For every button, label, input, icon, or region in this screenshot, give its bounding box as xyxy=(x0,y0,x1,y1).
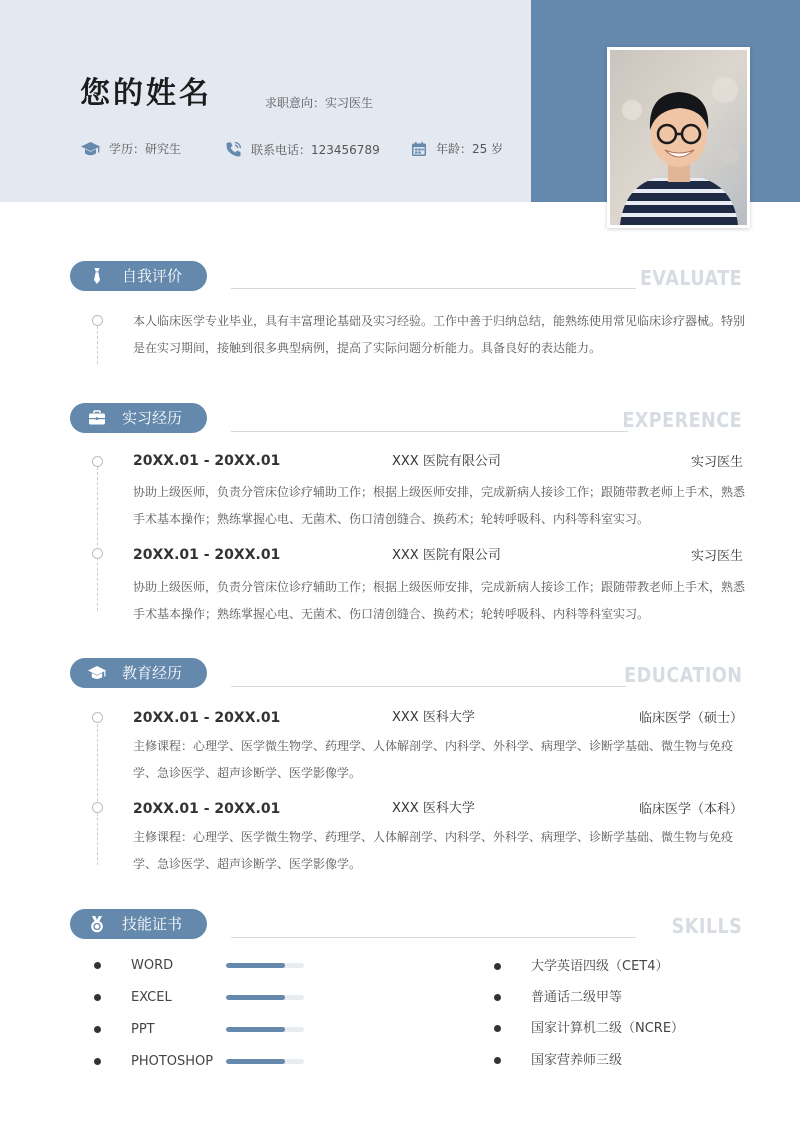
skills-title: 技能证书 xyxy=(122,915,183,933)
briefcase-icon xyxy=(88,409,106,427)
education-org: XXX 医科大学 xyxy=(392,710,475,725)
education-desc: 主修课程：心理学、医学微生物学、药理学、人体解剖学、内科学、外科学、病理学、诊断学基础、微生物与免疫学、急诊医学、超声诊断学、医学影像学。 xyxy=(133,830,734,871)
experience-desc: 协助上级医师，负责分管床位诊疗辅助工作；根据上级医师安排，完成新病人接诊工作；跟随带教老师上手术，熟悉手术基本操作；熟练掌握心电、无菌术、伤口清创缝合、换药术；轮转呼吸科、内科等科室实习。 xyxy=(133,485,746,526)
certificate-item: 国家计算机二级（NCRE） xyxy=(531,1021,685,1036)
experience-org: XXX 医院有限公司 xyxy=(392,454,501,469)
section-title-skills xyxy=(70,909,207,939)
skill-bar-fill xyxy=(226,963,285,968)
education-timeline xyxy=(97,724,98,865)
skill-name: EXCEL xyxy=(131,990,172,1005)
graduation-cap-icon xyxy=(88,664,106,682)
skill-bar-fill xyxy=(226,1059,285,1064)
phone-icon xyxy=(225,141,242,158)
calendar-icon xyxy=(411,141,427,157)
skill-bar xyxy=(226,1027,304,1032)
evaluate-divider xyxy=(231,288,636,289)
bullet xyxy=(494,1057,501,1064)
profile-photo xyxy=(607,47,750,228)
candidate-name: 您的姓名 xyxy=(80,76,212,111)
bullet xyxy=(494,1025,501,1032)
skill-bar-fill xyxy=(226,1027,285,1032)
timeline-node xyxy=(92,315,103,326)
info-education xyxy=(81,141,181,157)
info-phone xyxy=(225,141,380,158)
timeline-node xyxy=(92,456,103,467)
experience-timeline xyxy=(97,467,98,611)
education-desc: 主修课程：心理学、医学微生物学、药理学、人体解剖学、内科学、外科学、病理学、诊断学基础、微生物与免疫学、急诊医学、超声诊断学、医学影像学。 xyxy=(133,739,734,780)
phone-number: 联系电话：123456789 xyxy=(251,142,380,157)
bullet xyxy=(94,994,101,1001)
education-divider xyxy=(231,686,626,687)
medal-icon xyxy=(88,915,106,933)
experience-title: 实习经历 xyxy=(122,409,183,427)
experience-en-title: EXPERENCE xyxy=(622,408,742,432)
evaluate-en-title: EVALUATE xyxy=(639,266,742,290)
skills-en-title: SKILLS xyxy=(671,914,742,938)
education-title: 教育经历 xyxy=(122,664,183,682)
bullet xyxy=(94,1026,101,1033)
experience-org: XXX 医院有限公司 xyxy=(392,548,501,563)
bullet xyxy=(94,1058,101,1065)
graduation-cap-icon xyxy=(81,141,100,157)
experience-desc: 协助上级医师，负责分管床位诊疗辅助工作；根据上级医师安排，完成新病人接诊工作；跟随带教老师上手术，熟悉手术基本操作；熟练掌握心电、无菌术、伤口清创缝合、换药术；轮转呼吸科、内科等科室实习。 xyxy=(133,580,746,621)
experience-date: 20XX.01 - 20XX.01 xyxy=(133,547,281,563)
timeline-node xyxy=(92,548,103,559)
evaluate-title: 自我评价 xyxy=(122,267,183,285)
evaluate-timeline xyxy=(97,326,98,364)
education-en-title: EDUCATION xyxy=(623,663,742,687)
age-value: 年龄：25 岁 xyxy=(436,142,504,156)
skill-name: PPT xyxy=(131,1022,155,1037)
evaluate-text: 本人临床医学专业毕业，具有丰富理论基础及实习经验。工作中善于归纳总结，能熟练使用常见临床诊疗器械。特别是在实习期间，接触到很多典型病例，提高了实际问题分析能力。具备良好的表达能力。 xyxy=(133,314,746,355)
education-date: 20XX.01 - 20XX.01 xyxy=(133,801,281,817)
bullet xyxy=(494,994,501,1001)
info-age xyxy=(411,141,503,157)
skill-bar xyxy=(226,995,304,1000)
experience-role: 实习医生 xyxy=(690,549,743,564)
section-title-education xyxy=(70,658,207,688)
skill-bar xyxy=(226,1059,304,1064)
job-intent: 求职意向：实习医生 xyxy=(265,96,374,110)
education-degree: 临床医学（硕士） xyxy=(638,711,743,726)
education-org: XXX 医科大学 xyxy=(392,801,475,816)
bullet xyxy=(94,962,101,969)
education-date: 20XX.01 - 20XX.01 xyxy=(133,710,281,726)
experience-date: 20XX.01 - 20XX.01 xyxy=(133,453,281,469)
skills-divider xyxy=(231,937,636,938)
timeline-node xyxy=(92,802,103,813)
skill-bar-fill xyxy=(226,995,285,1000)
certificate-item: 普通话二级甲等 xyxy=(531,990,623,1005)
education-degree: 临床医学（本科） xyxy=(638,802,743,817)
skill-name: WORD xyxy=(131,958,174,973)
experience-divider xyxy=(231,431,628,432)
timeline-node xyxy=(92,712,103,723)
section-title-experience xyxy=(70,403,207,433)
bullet xyxy=(494,963,501,970)
tie-icon xyxy=(88,267,106,285)
education-level: 学历：研究生 xyxy=(109,142,182,156)
certificate-item: 大学英语四级（CET4） xyxy=(531,959,669,974)
experience-role: 实习医生 xyxy=(690,455,743,470)
skill-bar xyxy=(226,963,304,968)
certificate-item: 国家营养师三级 xyxy=(531,1053,623,1068)
section-title-evaluate xyxy=(70,261,207,291)
skill-name: PHOTOSHOP xyxy=(131,1054,214,1069)
